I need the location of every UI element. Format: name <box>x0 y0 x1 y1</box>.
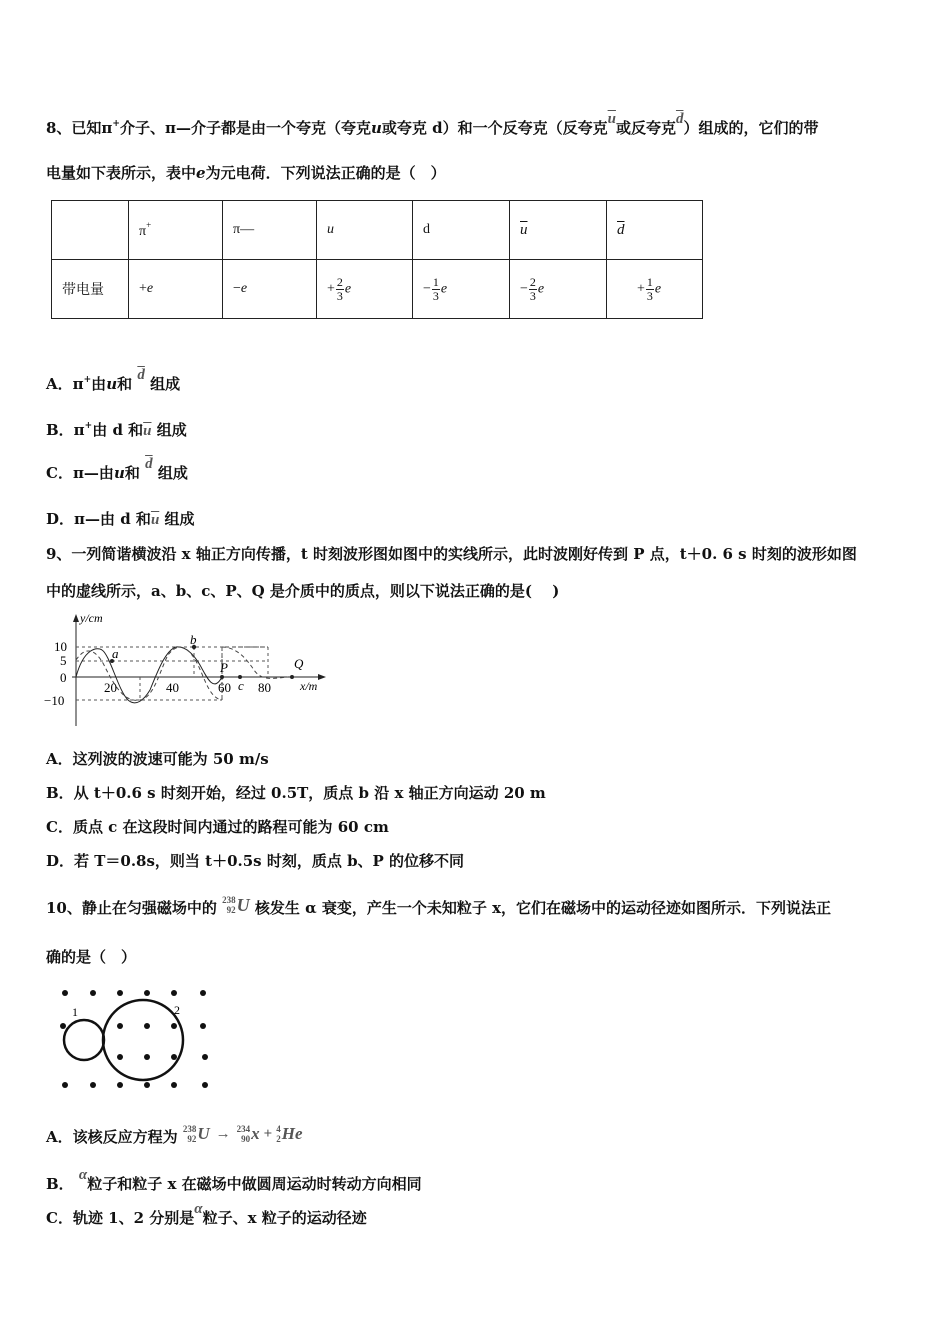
label-p: P <box>220 660 228 675</box>
track-1-label: 1 <box>72 1005 78 1019</box>
q10-option-a[interactable] <box>46 1124 303 1154</box>
q8-option-d[interactable] <box>46 509 195 530</box>
option-text: A．该核反应方程为 <box>46 1128 178 1146</box>
track-2 <box>103 1000 183 1080</box>
option-text: 由 <box>91 375 107 393</box>
q9-option-c[interactable]: C．质点 c 在这段时间内通过的路程可能为 60 cm <box>46 818 389 836</box>
q9-line1: 9、一列简谐横波沿 x 轴正方向传播，t 时刻波形图如图中的实线所示，此时波刚好传到 P 点，t＋0. 6 s 时刻的波形如图 <box>46 545 857 563</box>
label-q: Q <box>294 656 304 671</box>
x-axis-label: x/m <box>300 679 318 693</box>
label-c: c <box>238 678 244 693</box>
sup-plus: + <box>83 375 92 385</box>
label-a: a <box>112 646 119 661</box>
q8-option-a[interactable] <box>46 367 181 395</box>
option-label: C．π <box>46 464 84 482</box>
q8-line2 <box>46 163 446 183</box>
q10-line2: 确的是（ ） <box>46 948 137 966</box>
q8-text: 或反夸克 <box>615 119 676 137</box>
table-cell: − $\frac{1}{3}$ e <box>413 260 510 319</box>
charge-table <box>51 200 703 319</box>
option-text: 由 d 和 <box>100 510 151 528</box>
equation: 238 92 U → 234 90 x + 4 2 He <box>182 1124 303 1144</box>
table-cell: +e <box>129 260 223 319</box>
table-cell: − $\frac{2}{3}$ e <box>510 260 607 319</box>
anti-d: $\overline{d}$ <box>675 111 684 127</box>
q8-text: 8、已知π <box>46 119 113 137</box>
minus: — <box>83 464 99 482</box>
q8-text: 为元电荷．下列说法正确的是（ ） <box>205 164 446 182</box>
minus: — <box>85 510 100 528</box>
minus: — <box>175 119 191 137</box>
q8-line1 <box>46 111 819 139</box>
option-label: B． <box>46 1175 74 1193</box>
q8-text: 电量如下表所示，表中 <box>46 164 197 182</box>
track-2-label: 2 <box>174 1003 180 1017</box>
table-cell: u <box>317 201 413 260</box>
ytick-label: 5 <box>60 653 67 668</box>
solid-wave <box>76 647 222 703</box>
sup-plus: + <box>84 421 93 431</box>
table-cell: 带电量 <box>52 260 129 319</box>
y-axis-arrow <box>73 614 79 622</box>
alpha-symbol: α <box>194 1201 203 1217</box>
track-1 <box>64 1020 104 1060</box>
q9-option-b[interactable]: B．从 t＋0.6 s 时刻开始，经过 0.5T，质点 b 沿 x 轴正方向运动 20 m <box>46 784 546 802</box>
anti-u: $\overline{u}$ <box>150 512 160 528</box>
q10-option-c[interactable] <box>46 1201 367 1229</box>
anti-u: $\overline{u}$ <box>143 423 152 439</box>
sup-plus: + <box>112 119 120 129</box>
field-dots <box>60 990 208 1088</box>
quark-u: u <box>370 119 382 137</box>
option-label: A．π <box>46 375 84 393</box>
q9-option-a[interactable]: A．这列波的波速可能为 50 m/s <box>46 750 269 768</box>
anti-d: $\overline{d}$ <box>137 367 145 383</box>
option-label: C．轨迹 1、2 分别是 <box>46 1209 195 1227</box>
uranium-nuclide: 238 92 U <box>222 895 250 915</box>
q10-line1 <box>46 895 832 925</box>
q8-option-c[interactable] <box>46 456 188 484</box>
xtick-label: 20 <box>104 680 117 695</box>
quark-u: u <box>106 375 118 393</box>
option-text: 组成 <box>156 421 187 439</box>
option-label: B．π <box>46 421 85 439</box>
option-text: 粒子、x 粒子的运动径迹 <box>202 1209 367 1227</box>
table-cell: $\overline{u}$ <box>510 201 607 260</box>
q8-text: 介子都是由一个夸克（夸克 <box>190 119 371 137</box>
option-text: 组成 <box>157 464 188 482</box>
charge-e: e <box>196 164 206 182</box>
table-row <box>52 201 703 260</box>
xtick-label: 80 <box>258 680 271 695</box>
anti-u: $\overline{u}$ <box>607 111 616 127</box>
q8-text: 或夸克 d）和一个反夸克（反夸克 <box>381 119 608 137</box>
q10-text: 10、静止在匀强磁场中的 <box>46 899 217 917</box>
option-label: D．π <box>46 510 85 528</box>
option-text: 和 <box>117 375 133 393</box>
ytick-label: 10 <box>54 639 67 654</box>
ytick-label: 0 <box>60 670 67 685</box>
q8-option-b[interactable] <box>46 416 187 441</box>
xtick-label: 40 <box>166 680 179 695</box>
xtick-label: 60 <box>218 680 231 695</box>
table-cell: $\overline{d}$ <box>607 201 703 260</box>
q8-text: ）组成的，它们的带 <box>683 119 819 137</box>
magnetic-field-figure <box>50 980 220 1100</box>
table-cell: −e <box>223 260 317 319</box>
q9-line2: 中的虚线所示，a、b、c、P、Q 是介质中的质点，则以下说法正确的是( ) <box>46 582 560 600</box>
quark-u: u <box>113 464 125 482</box>
q8-text: 介子、π <box>119 119 176 137</box>
option-text: 和 <box>124 464 140 482</box>
table-cell: + $\frac{2}{3}$ e <box>317 260 413 319</box>
label-b: b <box>190 632 197 647</box>
table-cell: d <box>413 201 510 260</box>
option-text: 组成 <box>164 510 195 528</box>
q10-text: 核发生 α 衰变，产生一个未知粒子 x，它们在磁场中的运动径迹如图所示．下列说法正 <box>254 899 832 917</box>
option-text: 组成 <box>150 375 181 393</box>
anti-d: $\overline{d}$ <box>145 456 153 472</box>
table-cell <box>52 201 129 260</box>
x-axis-arrow <box>318 674 326 680</box>
ytick-label: −10 <box>44 693 65 708</box>
option-text: 粒子和粒子 x 在磁场中做圆周运动时转动方向相同 <box>87 1175 422 1193</box>
point-q <box>290 675 294 679</box>
q9-option-d[interactable]: D．若 T＝0.8s，则当 t＋0.5s 时刻，质点 b、P 的位移不同 <box>46 852 465 870</box>
wave-graph <box>40 610 340 730</box>
table-cell: π— <box>223 201 317 260</box>
y-axis-label: y/cm <box>80 611 103 625</box>
option-text: 由 d 和 <box>92 421 144 439</box>
q10-option-b[interactable] <box>46 1167 422 1195</box>
alpha-symbol: α <box>78 1167 88 1183</box>
option-text: 由 <box>98 464 114 482</box>
table-cell: + $\frac{1}{3}$ e <box>607 260 703 319</box>
table-cell: π+ <box>129 201 223 260</box>
point-p <box>220 675 224 679</box>
table-row <box>52 260 703 319</box>
